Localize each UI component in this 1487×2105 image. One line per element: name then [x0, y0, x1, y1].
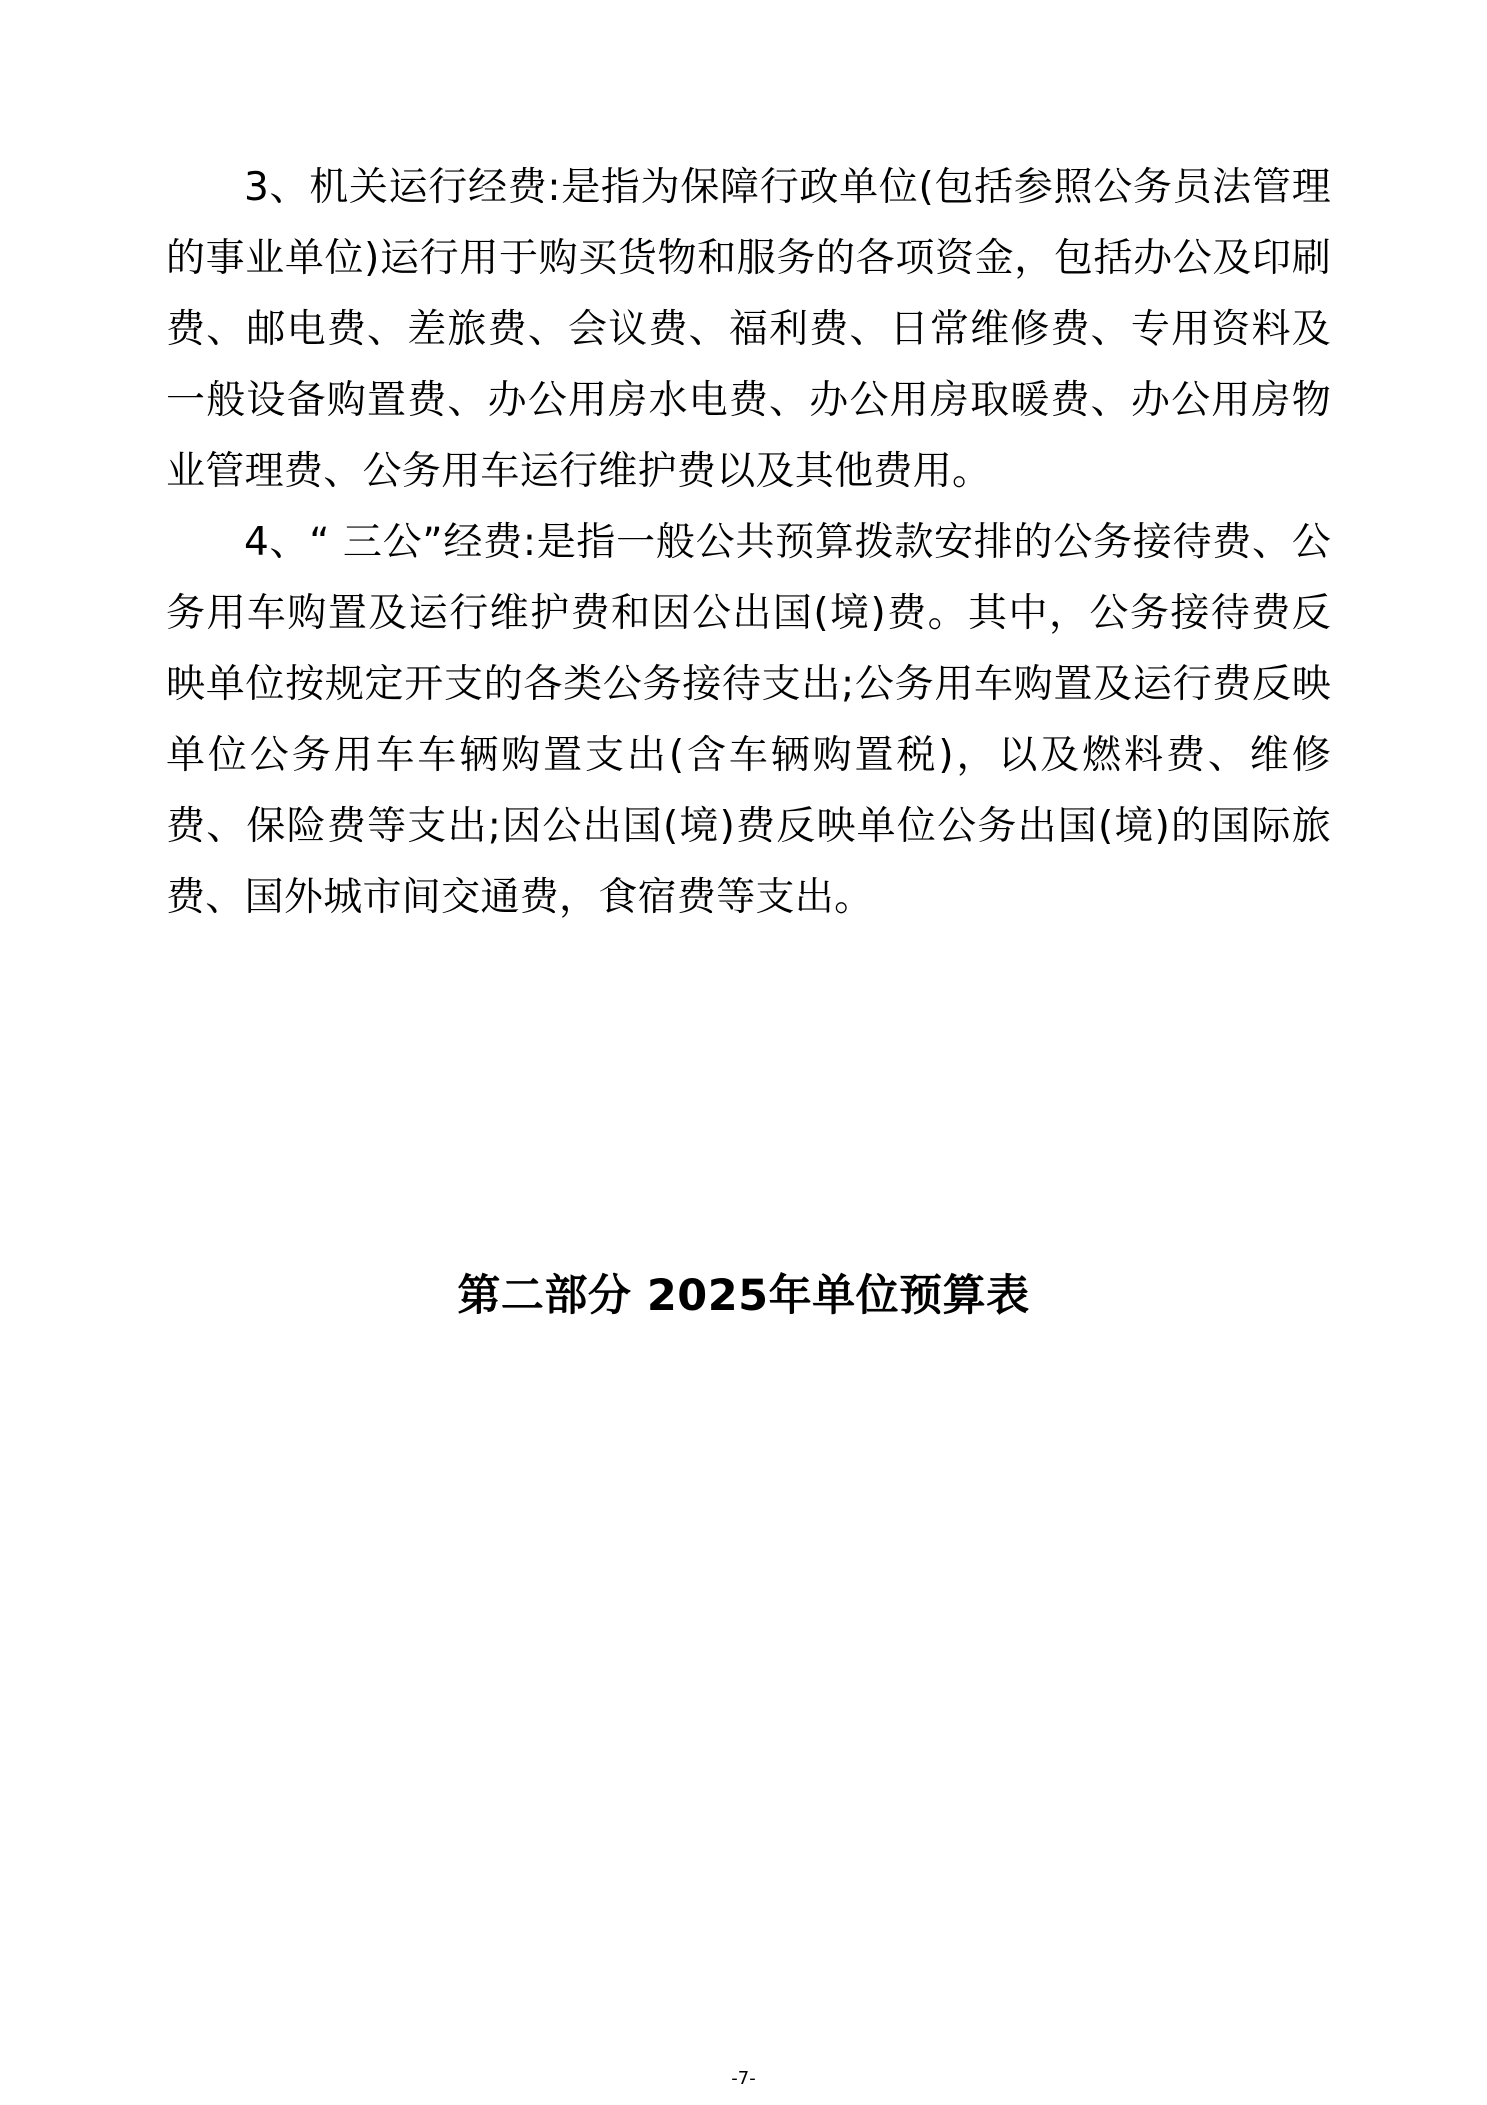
page-number: -7-: [731, 2068, 756, 2089]
section-heading: 第二部分 2025年单位预算表: [457, 1271, 1030, 1321]
paragraph-administrative-operating-expenses: 3、机关运行经费:是指为保障行政单位(包括参照公务员法管理的事业单位)运行用于购买货物和服务的各项资金，包括办公及印刷费、邮电费、差旅费、会议费、福利费、日常维修费、专用资料及一般设备购置费、办公用房水电费、办公用房取暖费、办公用房物业管理费、公务用车运行维护费以及其他费用。: [166, 165, 1331, 494]
paragraph-three-public-expenses: 4、“ 三公”经费:是指一般公共预算拨款安排的公务接待费、公务用车购置及运行维护费和因公出国(境)费。其中，公务接待费反映单位按规定开支的各类公务接待支出;公务用车购置及运行费反映单位公务用车车辆购置支出(含车辆购置税)，以及燃料费、维修费、保险费等支出;因公出国(境)费反映单位公务出国(境)的国际旅费、国外城市间交通费，食宿费等支出。: [166, 520, 1331, 920]
